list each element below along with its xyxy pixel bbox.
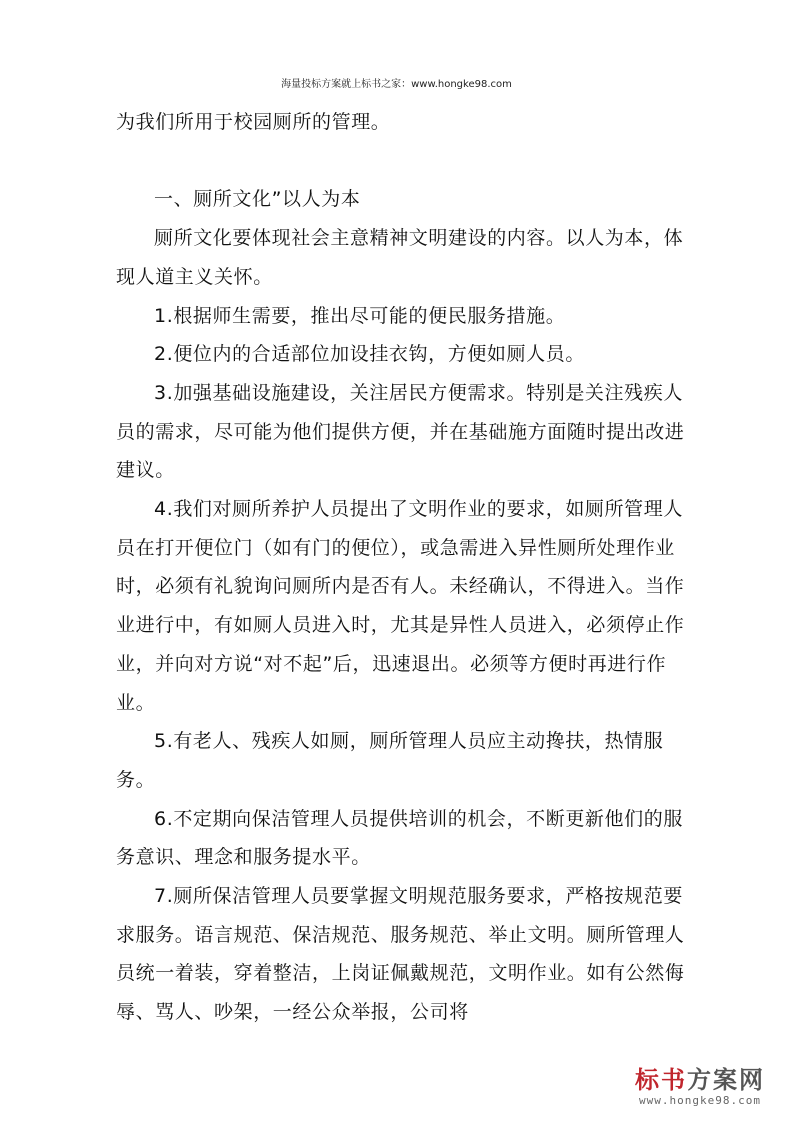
logo-title-accent: 标书 [635, 1066, 687, 1094]
paragraph-item-4: 4.我们对厕所养护人员提出了文明作业的要求，如厕所管理人员在打开便位门（如有门的便位），或急需进入异性厕所处理作业时，必须有礼貌询问厕所内是否有人。未经确认，不得进入。当作业进行中，有如厕人员进入时，尤其是异性人员进入，必须停止作业，并向对方说“对不起”后，迅速退出。必须等方便时再进行作业。 [116, 498, 685, 714]
paragraph-item-2: 2.便位内的合适部位加设挂衣钩，方便如厕人员。 [154, 343, 585, 366]
logo-title-rest: 方案网 [687, 1066, 765, 1094]
document-body [116, 103, 686, 1032]
paragraph-item-5: 5.有老人、残疾人如厕，厕所管理人员应主动搀扶，热情服务。 [116, 730, 664, 791]
paragraph-item-3: 3.加强基础设施建设，关注居民方便需求。特别是关注残疾人员的需求，尽可能为他们提供方便，并在基础施方面随时提出改进建议。 [116, 381, 685, 482]
watermark-logo [625, 1066, 775, 1108]
paragraph-item-7: 7.厕所保洁管理人员要掌握文明规范服务要求，严格按规范要求服务。语言规范、保洁规范、服务规范、举止文明。厕所管理人员统一着装，穿着整洁，上岗证佩戴规范，文明作业。如有公然侮辱、骂人、吵架，一经公众举报，公司将 [116, 885, 685, 1024]
paragraph-item-6: 6.不定期向保洁管理人员提供培训的机会，不断更新他们的服务意识、理念和服务提水平。 [116, 807, 683, 869]
paragraph-intro: 厕所文化要体现社会主意精神文明建设的内容。以人为本，体现人道主义关怀。 [116, 227, 684, 288]
logo-title [625, 1066, 775, 1094]
paragraph-continuation: 为我们所用于校园厕所的管理。 [116, 111, 391, 133]
page-header: 海量投标方案就上标书之家：www.hongke98.com [281, 79, 512, 90]
logo-url: www.hongke98.com [639, 1094, 761, 1107]
paragraph-item-1: 1.根据师生需要，推出尽可能的便民服务措施。 [154, 304, 566, 327]
section-heading: 一、厕所文化”以人为本 [154, 188, 361, 211]
